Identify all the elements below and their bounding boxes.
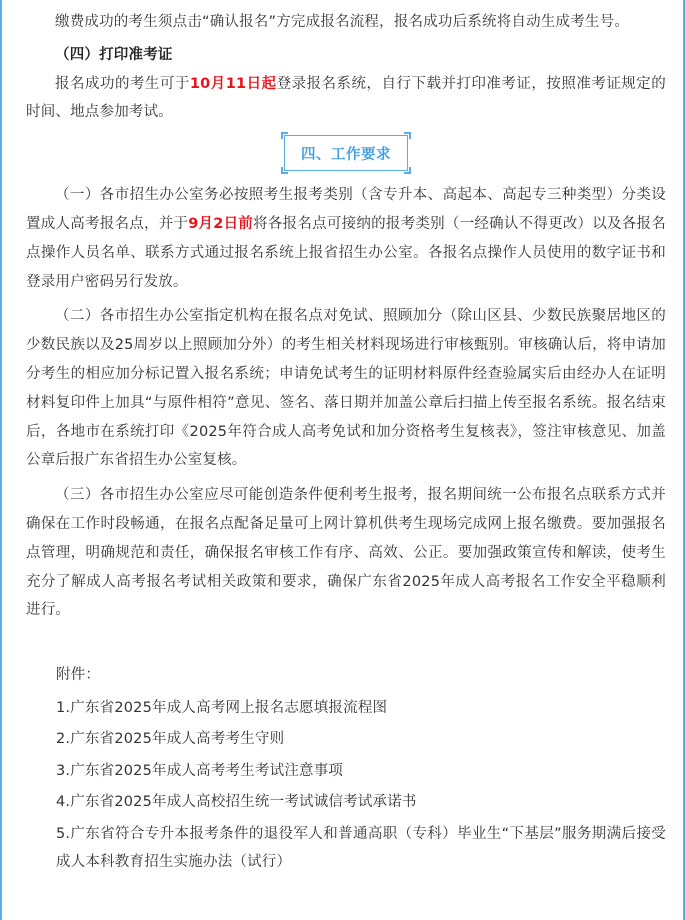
requirement-1-before: （一）各市招生办公室务必按照考生报考类别（含专升本、高起本、高起专三种类型）分类设置成人高考报名点，并于 xyxy=(26,187,666,232)
attachment-item: 2.广东省2025年成人高考考生守则 xyxy=(56,731,285,748)
print-date-highlight: 10月11日起 xyxy=(189,75,277,92)
corner-decoration xyxy=(281,167,288,174)
print-text-after: 登录报名系统，自行下载并打印准考证，按照准考证规定的时间、地点参加考试。 xyxy=(26,75,666,121)
requirement-item-2: （二）各市招生办公室指定机构在报名点对免试、照顾加分（除山区县、少数民族聚居地区的少数民族以及25周岁以上照顾加分外）的考生相关材料现场进行审核甄别。审核确认后，将申请加分考生的相应加分标记置入报名系统；申请免试考生的证明材料原件经查验属实后由经办人在证明材料复印件上加具“与原件相符”意见、签名、落日期并加盖公章后扫描上传至报名系统。报名结束后，各地市在系统打印《2025年符合成人高考免试和加分资格考生复核表》，签注审核意见、加盖公章后报广东省招生办公室复核。 xyxy=(26,308,666,469)
requirement-item-3: （三）各市招生办公室应尽可能创造条件便利考生报考，报名期间统一公布报名点联系方式并确保在工作时段畅通，在报名点配备足量可上网计算机供考生现场完成网上报名缴费。要加强报名点管理，明确规范和责任，确保报名审核工作有序、高效、公正。要加强政策宣传和解读，使考生充分了解成人高考报名考试相关政策和要求，确保广东省2025年成人高考报名工作安全平稳顺利进行。 xyxy=(26,487,666,619)
spacer xyxy=(26,625,666,661)
attachment-item: 4.广东省2025年成人高校招生统一考试诚信考试承诺书 xyxy=(56,794,417,811)
section-header-work-requirements xyxy=(284,135,408,171)
corner-decoration xyxy=(404,167,411,174)
attachment-item: 5.广东省符合专升本报考条件的退役军人和普通高职（专科）毕业生“下基层”服务期满后接受成人本科教育招生实施办法（试行） xyxy=(56,825,666,871)
attachments-title: 附件： xyxy=(56,667,101,684)
document-body xyxy=(26,8,666,880)
attachment-item: 3.广东省2025年成人高考考生考试注意事项 xyxy=(56,762,344,779)
attachment-item: 1.广东省2025年成人高考网上报名志愿填报流程图 xyxy=(56,699,388,716)
print-text-before: 报名成功的考生可于 xyxy=(55,75,190,92)
intro-paragraph: 缴费成功的考生须点击“确认报名”方完成报名流程，报名成功后系统将自动生成考生号。 xyxy=(55,14,630,30)
section-header-title: 四、工作要求 xyxy=(301,146,391,163)
requirement-1-after: 将各报名点可接纳的报考类别（一经确认不得更改）以及各报名点操作人员名单、联系方式通过报名系统上报省招生办公室。各报名点操作人员使用的数字证书和登录用户密码另行发放。 xyxy=(26,215,666,290)
requirement-1-deadline: 9月2日前 xyxy=(188,215,254,232)
corner-decoration xyxy=(281,132,288,139)
section-header-wrap xyxy=(26,135,666,171)
print-admission-heading: （四）打印准考证 xyxy=(55,46,173,63)
print-admission-paragraph xyxy=(26,70,666,128)
requirement-item-1 xyxy=(26,181,666,296)
corner-decoration xyxy=(404,132,411,139)
